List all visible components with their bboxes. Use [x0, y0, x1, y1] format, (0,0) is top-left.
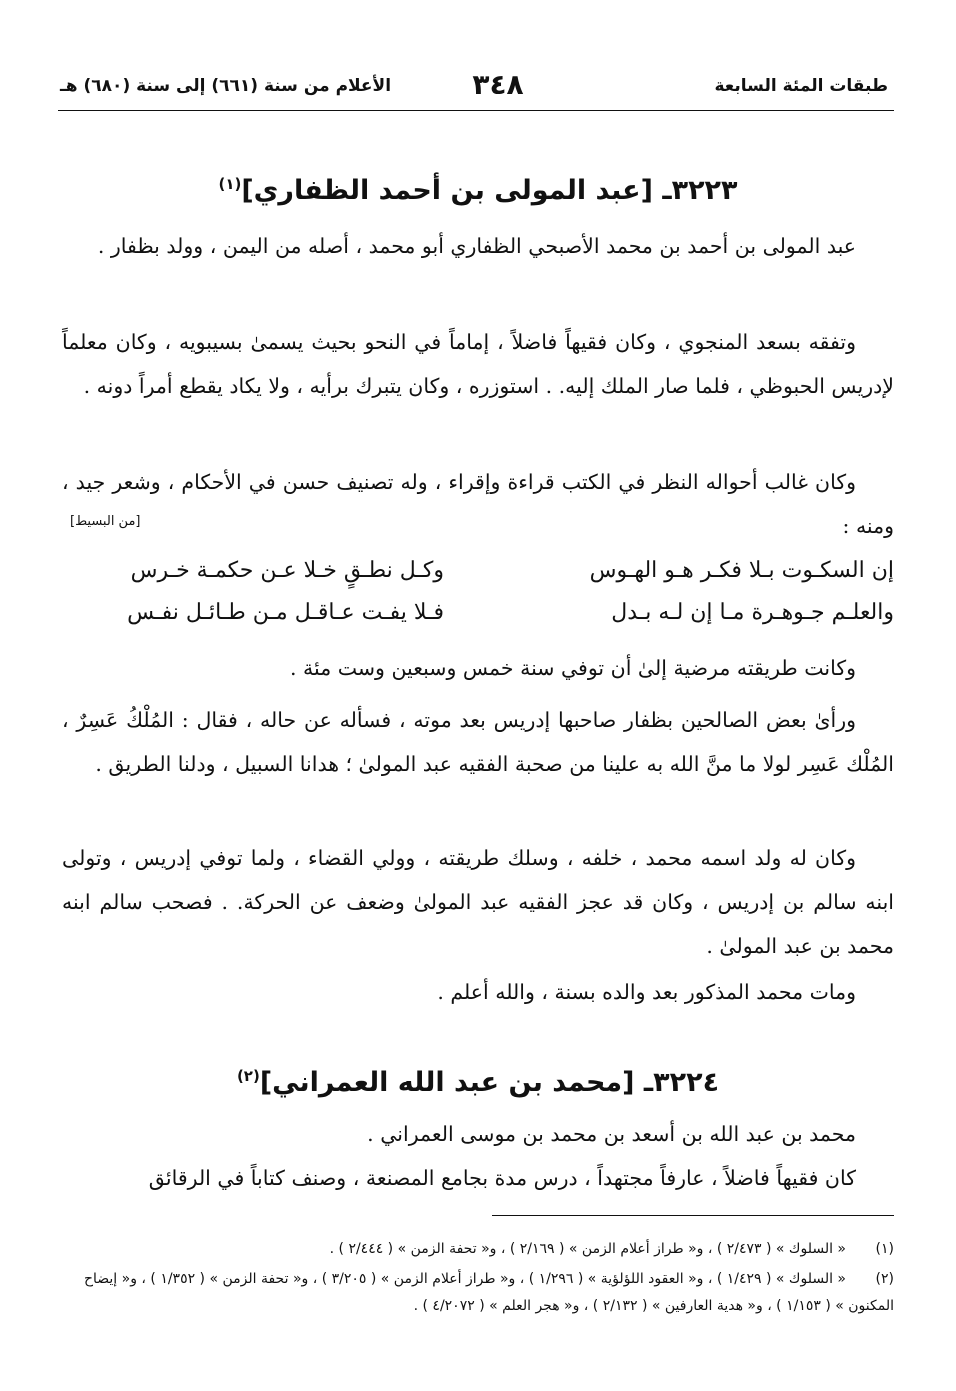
footnote-number: (٢)	[875, 1271, 894, 1287]
verse-second-hemistich: وكـل نطـقٍ خـلا عـن حكمـة خـرس	[130, 558, 444, 583]
footnote	[62, 1266, 894, 1320]
entry-title	[0, 164, 956, 211]
page-header	[58, 68, 894, 108]
footnote-ref: (٢)	[236, 1067, 260, 1085]
verse-first-hemistich: والعلـم جـوهـرة مـا إن لـه بـدل	[611, 600, 894, 625]
paragraph: وكانت طريقته مرضية إلىٰ أن توفي سنة خمس وسبعين وست مئة .	[290, 656, 856, 680]
entry-title-text: ٣٢٢٤ـ [محمد بن عبد الله العمراني]	[259, 1067, 720, 1098]
paragraph: عبد المولى بن أحمد بن محمد الأصبحي الظفاري أبو محمد ، أصله من اليمن ، وولد بظفار .	[97, 234, 856, 258]
paragraph: وكان له ولد اسمه محمد ، خلفه ، وسلك طريقته ، وولي القضاء ، ولما توفي إدريس ، وتولى ابنه سالم بن إدريس ، وكان قد عجز الفقيه عبد المولىٰ وضعف عن الحركة. . فصحب سالم ابنه محمد بن عبد المولىٰ .	[62, 846, 894, 958]
page-number: ٣٤٨	[472, 68, 524, 101]
entry-title-text: ٣٢٢٣ـ [عبد المولى بن أحمد الظفاري]	[241, 175, 738, 206]
meter-label: [من البسيط]	[70, 514, 141, 529]
footnote-ref: (١)	[218, 175, 242, 193]
footnote-rule	[492, 1215, 894, 1216]
footnote-number: (١)	[875, 1241, 894, 1257]
paragraph: ورأىٰ بعض الصالحين بظفار صاحبها إدريس بعد موته ، فسأله عن حاله ، فقال : المُلْكُ عَسِرٌ ، المُلْك عَسِر لولا ما منَّ الله به علينا من صحبة الفقيه عبد المولىٰ ؛ هدانا السبيل ، ودلنا الطريق .	[62, 708, 894, 776]
paragraph: محمد بن عبد الله بن أسعد بن محمد بن موسى العمراني .	[367, 1122, 856, 1146]
footnote-text: « السلوك » ( ٢/٤٧٣ ) ، و« طراز أعلام الزمن » ( ٢/١٦٩ ) ، و« تحفة الزمن » ( ٢/٤٤٤ ) .	[329, 1241, 846, 1257]
paragraph: وتفقه بسعد المنجوي ، وكان فقيهاً فاضلاً ، إماماً في النحو بحيث يسمىٰ بسيبويه ، وكان معلماً لإدريس الحبوظي ، فلما صار الملك إليه. . استوزره ، وكان يتبرك برأيه ، ولا يكاد يقطع أمراً دونه .	[62, 330, 894, 398]
verse-first-hemistich: إن السكـوت بـلا فكـر هـو الهـوس	[589, 558, 894, 583]
header-rule	[58, 110, 894, 111]
footnote	[62, 1236, 894, 1263]
verse-line	[94, 594, 894, 632]
header-range-title: الأعلام من سنة (٦٦١) إلى سنة (٦٨٠) هـ	[60, 76, 392, 96]
footnote-text: « السلوك » ( ١/٤٢٩ ) ، و« العقود اللؤلؤية » ( ١/٢٩٦ ) ، و« طراز أعلام الزمن » ( ٣/٢٠٥ ) ، و« تحفة الزمن » ( ١/٣٥٢ ) ، و« إيضاح المكنون » ( ١/١٥٣ ) ، و« هدية العارفين » ( ٢/١٣٢ ) ، و« هجر العلم » ( ٤/٢٠٧٢ ) .	[83, 1271, 894, 1314]
verse-line	[94, 552, 894, 590]
entry-title	[0, 1056, 956, 1103]
header-section-title: طبقات المئة السابعة	[714, 76, 888, 96]
verse-second-hemistich: فـلا يفـت عـاقـل مـن طـائـل نفـس	[127, 600, 444, 625]
paragraph: وكان غالب أحواله النظر في الكتب قراءة وإقراء ، وله تصنيف حسن في الأحكام ، وشعر جيد ، ومنه :	[62, 470, 894, 538]
paragraph: ومات محمد المذكور بعد والده بسنة ، والله أعلم .	[437, 980, 856, 1004]
paragraph: كان فقيهاً فاضلاً ، عارفاً مجتهداً ، درس مدة بجامع المصنعة ، وصنف كتاباً في الرقائق	[148, 1166, 856, 1190]
